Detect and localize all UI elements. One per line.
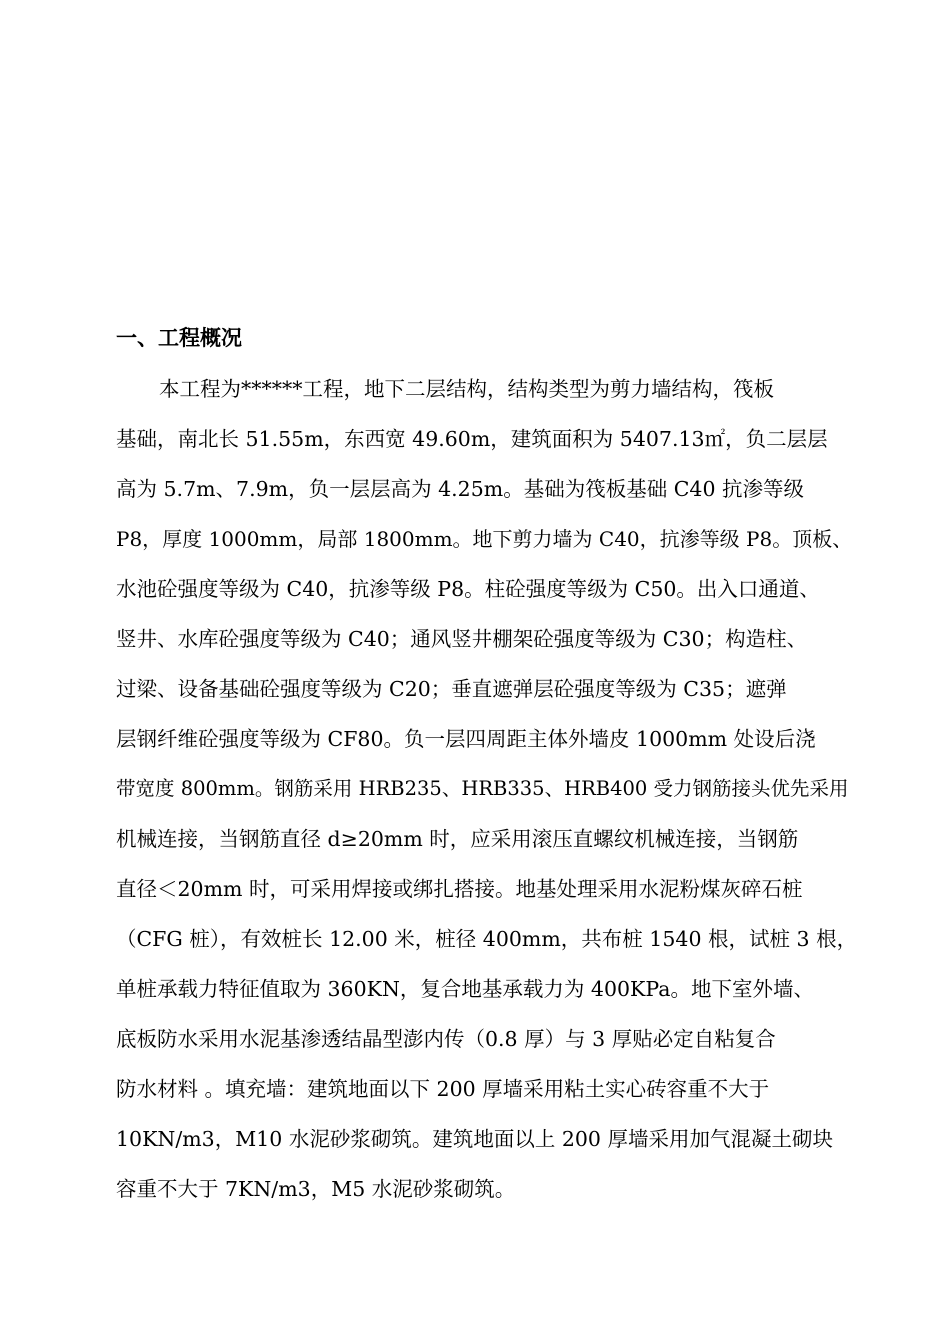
paragraph-line: 单桩承载力特征值取为 360KN，复合地基承载力为 400KPa。地下室外墙、 [116, 977, 814, 1001]
paragraph-line: P8，厚度 1000mm，局部 1800mm。地下剪力墙为 C40，抗渗等级 P8。顶板、 [116, 527, 853, 551]
paragraph-line: 基础，南北长 51.55m，东西宽 49.60m，建筑面积为 5407.13㎡，负二层层 [116, 427, 828, 451]
paragraph-line: 本工程为******工程，地下二层结构，结构类型为剪力墙结构，筏板 [159, 377, 774, 401]
paragraph-line: 机械连接，当钢筋直径 d≥20mm 时，应采用滚压直螺纹机械连接，当钢筋 [116, 827, 799, 851]
paragraph-line: 带宽度 800mm。钢筋采用 HRB235、HRB335、HRB400 受力钢筋接头优先采用 [116, 777, 849, 800]
paragraph-line: 防水材料 。填充墙：建筑地面以下 200 厚墙采用粘土实心砖容重不大于 [116, 1077, 770, 1101]
paragraph-line: 高为 5.7m、7.9m，负一层层高为 4.25m。基础为筏板基础 C40 抗渗等级 [116, 477, 804, 501]
paragraph-line: （CFG 桩），有效桩长 12.00 米，桩径 400mm，共布桩 1540 根，试桩 3 根， [116, 927, 858, 951]
paragraph-line: 直径＜20mm 时，可采用焊接或绑扎搭接。地基处理采用水泥粉煤灰碎石桩 [116, 877, 803, 901]
paragraph-line: 容重不大于 7KN/m3，M5 水泥砂浆砌筑。 [116, 1177, 516, 1201]
paragraph-line: 竖井、水库砼强度等级为 C40；通风竖井棚架砼强度等级为 C30；构造柱、 [116, 627, 808, 651]
paragraph-line: 底板防水采用水泥基渗透结晶型澎内传（0.8 厚）与 3 厚贴必定自粘复合 [116, 1027, 776, 1051]
paragraph-line: 10KN/m3，M10 水泥砂浆砌筑。建筑地面以上 200 厚墙采用加气混凝土砌块 [116, 1127, 833, 1151]
paragraph-line: 层钢纤维砼强度等级为 CF80。负一层四周距主体外墙皮 1000mm 处设后浇 [116, 727, 816, 751]
section-body [116, 372, 856, 1222]
section-heading: 一、工程概况 [116, 326, 242, 350]
paragraph-line: 过梁、设备基础砼强度等级为 C20；垂直遮弹层砼强度等级为 C35；遮弹 [116, 677, 787, 701]
paragraph-line: 水池砼强度等级为 C40，抗渗等级 P8。柱砼强度等级为 C50。出入口通道、 [116, 577, 820, 601]
